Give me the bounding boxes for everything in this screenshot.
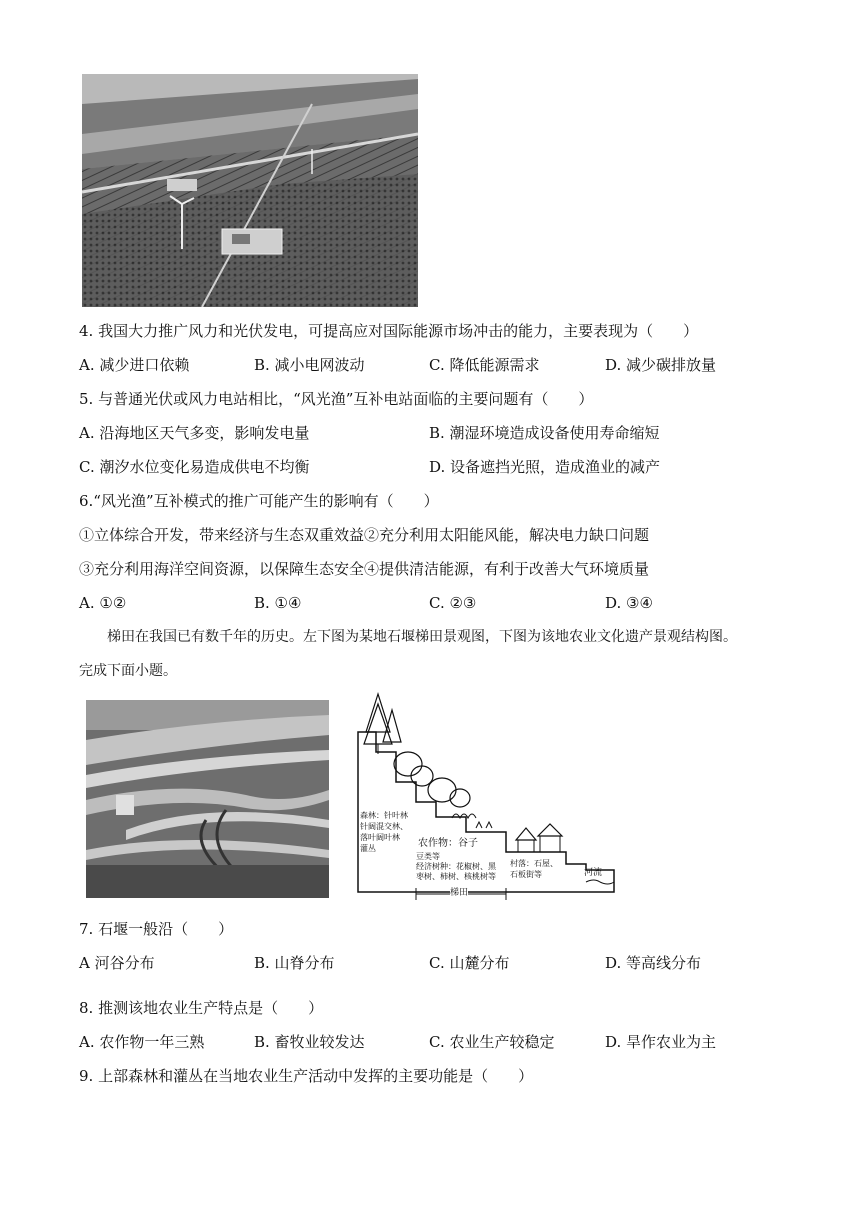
q8-option-d[interactable]: D. 旱作农业为主 [605,1033,717,1051]
terrace-label: 梯田 [450,888,469,898]
q7-option-a[interactable]: A 河谷分布 [79,954,155,972]
q8-option-c[interactable]: C. 农业生产较稳定 [429,1033,555,1051]
q5-option-b[interactable]: B. 潮湿环境造成设备使用寿命缩短 [429,424,660,442]
question-5-stem: 5. 与普通光伏或风力电站相比，“风光渔”互补电站面临的主要问题有（ ） [79,390,594,408]
q6-statements-1: ①立体综合开发，带来经济与生态双重效益②充分利用太阳能风能，解决电力缺口问题 [79,526,650,544]
question-8-stem: 8. 推测该地农业生产特点是（ ） [79,999,324,1017]
question-4-stem: 4. 我国大力推广风力和光伏发电，可提高应对国际能源市场冲击的能力，主要表现为（ ） [79,322,699,340]
q5-option-a[interactable]: A. 沿海地区天气多变，影响发电量 [79,424,310,442]
question-9-stem: 9. 上部森林和灌丛在当地农业生产活动中发挥的主要功能是（ ） [79,1067,534,1085]
forest-label: 森林：针叶林 针阔混交林、 落叶阔叶林 灌丛 [360,811,408,853]
q8-option-a[interactable]: A. 农作物一年三熟 [79,1033,205,1051]
landscape-structure-diagram [356,692,618,902]
q7-option-d[interactable]: D. 等高线分布 [605,954,702,972]
village-label: 村落：石屋、 石板街等 [510,859,558,879]
river-label: 河流 [584,868,603,878]
aerial-photo [82,74,418,307]
terrace-photo-image [86,700,329,898]
q5-option-d[interactable]: D. 设备遮挡光照，造成渔业的减产 [429,458,661,476]
q6-option-c[interactable]: C. ②③ [429,594,477,612]
q4-option-b[interactable]: B. 减小电网波动 [254,356,365,374]
aerial-photo-image [82,74,418,307]
q7-option-b[interactable]: B. 山脊分布 [254,954,335,972]
question-6-stem: 6.“风光渔”互补模式的推广可能产生的影响有（ ） [79,492,439,510]
question-7-stem: 7. 石堰一般沿（ ） [79,920,234,938]
q5-option-c[interactable]: C. 潮汐水位变化易造成供电不均衡 [79,458,310,476]
q6-statements-2: ③充分利用海洋空间资源，以保障生态安全④提供清洁能源，有利于改善大气环境质量 [79,560,650,578]
intro-paragraph-line-2: 完成下面小题。 [79,663,177,679]
q4-option-d[interactable]: D. 减少碳排放量 [605,356,717,374]
crop-title-label: 农作物：谷子 [418,838,478,849]
terrace-photo [86,700,329,898]
q6-option-d[interactable]: D. ③④ [605,594,653,612]
q8-option-b[interactable]: B. 畜牧业较发达 [254,1033,365,1051]
intro-paragraph-line-1: 梯田在我国已有数千年的历史。左下图为某地石堰梯田景观图，下图为该地农业文化遗产景观结构图。 [107,629,737,645]
q6-option-b[interactable]: B. ①④ [254,594,302,612]
q6-option-a[interactable]: A. ①② [79,594,127,612]
q7-option-c[interactable]: C. 山麓分布 [429,954,510,972]
q4-option-a[interactable]: A. 减少进口依赖 [79,356,190,374]
q4-option-c[interactable]: C. 降低能源需求 [429,356,540,374]
crop-detail-label: 豆类等 经济树种：花椒树、黑 枣树、柿树、核桃树等 [416,852,496,881]
